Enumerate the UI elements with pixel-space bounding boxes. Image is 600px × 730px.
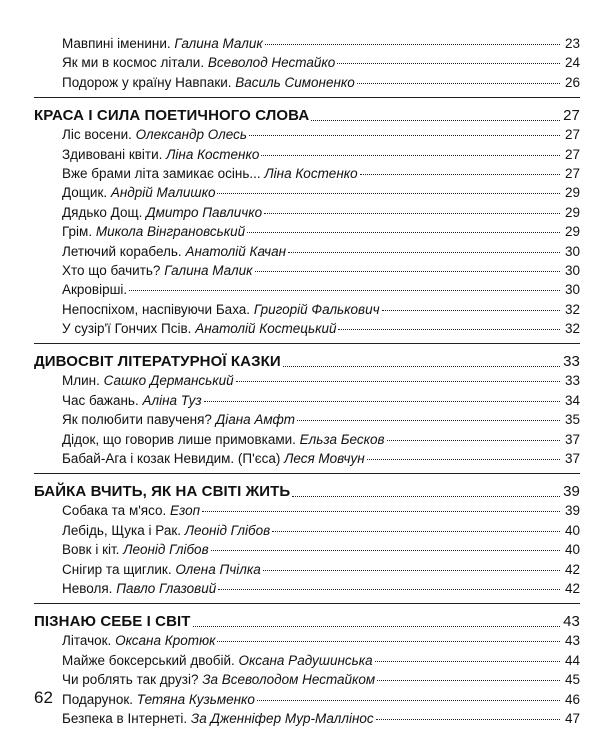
work-title: Майже боксерський двобій. xyxy=(62,652,239,668)
toc-title xyxy=(62,373,234,388)
toc-title xyxy=(62,393,202,408)
dot-leader xyxy=(247,232,560,233)
dot-leader xyxy=(265,44,560,45)
toc-page-number: 26 xyxy=(564,74,580,90)
toc-title xyxy=(62,205,262,220)
dot-leader xyxy=(311,120,560,121)
toc-title xyxy=(62,432,385,447)
toc-page-number: 29 xyxy=(564,224,580,240)
toc-title xyxy=(62,653,373,668)
toc-page-number: 39 xyxy=(563,483,580,501)
dot-leader xyxy=(255,271,560,272)
dot-leader xyxy=(375,661,560,662)
author-name: Тетяна Кузьменко xyxy=(136,691,255,707)
author-name: Василь Симоненко xyxy=(235,74,355,90)
toc-page-number: 33 xyxy=(563,353,580,371)
dot-leader xyxy=(292,496,560,497)
toc-entry xyxy=(34,393,580,412)
toc-page-number: 27 xyxy=(563,107,580,125)
dot-leader xyxy=(357,83,560,84)
toc-page-number: 29 xyxy=(564,185,580,201)
toc-page-number: 44 xyxy=(564,652,580,668)
toc-page-number: 23 xyxy=(564,36,580,51)
dot-leader xyxy=(360,174,560,175)
toc-page-number: 43 xyxy=(564,633,580,649)
dot-leader xyxy=(272,531,560,532)
toc-title xyxy=(62,36,263,51)
toc-entry xyxy=(34,711,580,730)
toc-title xyxy=(62,147,259,162)
toc-entry xyxy=(34,185,580,204)
author-name: Олександр Олесь xyxy=(135,127,247,143)
work-title: Дядько Дощ. xyxy=(62,204,147,220)
toc-entry xyxy=(34,147,580,166)
author-name: Ельза Бесков xyxy=(299,431,385,447)
author-name: Леся Мовчун xyxy=(284,451,365,467)
toc-page-number: 29 xyxy=(564,204,580,220)
dot-leader xyxy=(382,310,560,311)
toc-title xyxy=(62,282,127,297)
dot-leader xyxy=(283,366,560,367)
toc-page-number: 42 xyxy=(564,561,580,577)
toc-page-number: 43 xyxy=(563,613,580,631)
work-title: Хто що бачить? xyxy=(62,262,165,278)
toc-entry xyxy=(34,692,580,711)
work-title: Подорож у країну Навпаки. xyxy=(62,74,236,90)
dot-leader xyxy=(377,680,560,681)
toc-title xyxy=(62,263,253,278)
toc-title xyxy=(62,672,375,687)
toc-title xyxy=(62,224,245,239)
author-name: Сашко Дерманський xyxy=(103,373,234,389)
work-title: Вже брами літа замикає осінь... xyxy=(62,165,265,181)
dot-leader xyxy=(249,135,560,136)
dot-leader xyxy=(211,550,560,551)
author-name: Всеволод Нестайко xyxy=(207,55,336,71)
toc-page-number: 37 xyxy=(564,451,580,467)
work-title: Чи роблять так друзі? xyxy=(62,672,203,688)
author-name: Григорій Фалькович xyxy=(253,301,380,317)
toc-page-number: 30 xyxy=(564,282,580,298)
author-name: Олена Пчілка xyxy=(175,561,261,577)
dot-leader xyxy=(337,63,560,64)
work-title: У сузір'ї Гончих Псів. xyxy=(62,321,196,337)
toc-title xyxy=(62,542,209,557)
toc-page-number: 39 xyxy=(564,503,580,519)
author-name: Леонід Глібов xyxy=(123,542,209,558)
author-name: Аліна Туз xyxy=(142,392,202,408)
toc-title xyxy=(62,75,355,90)
dot-leader xyxy=(297,420,560,421)
toc-title xyxy=(62,633,215,648)
toc-title xyxy=(62,412,295,427)
author-name: Ліна Костенко xyxy=(166,146,260,162)
work-title: Акровірші. xyxy=(62,282,128,298)
author-name: За Дженніфер Мур-Маллінос xyxy=(190,710,374,726)
author-name: Анатолій Костецький xyxy=(195,321,337,337)
author-name: Микола Вінграновський xyxy=(95,224,246,240)
work-title: Час бажань. xyxy=(62,392,143,408)
work-title: Бабай-Ага і козак Невидим. (П'єса) xyxy=(62,451,285,467)
toc-page-number: 35 xyxy=(564,412,580,428)
work-title: Неволя. xyxy=(62,580,117,596)
toc-title xyxy=(62,302,380,317)
toc-section xyxy=(34,474,580,503)
toc-title xyxy=(62,503,200,518)
toc-page-number: 34 xyxy=(564,392,580,408)
dot-leader xyxy=(129,290,560,291)
work-title: Дідок, що говорив лише примовками. xyxy=(62,431,300,447)
toc-title xyxy=(62,321,336,336)
toc-title xyxy=(34,613,191,630)
author-name: Леонід Глібов xyxy=(184,522,271,538)
author-name: Ліна Костенко xyxy=(264,165,358,181)
work-title: Непоспіхом, наспівуючи Баха. xyxy=(62,301,254,317)
work-title: Здивовані квіти. xyxy=(62,146,167,162)
section-title: ДИВОСВІТ ЛІТЕРАТУРНОЇ КАЗКИ xyxy=(34,353,281,371)
section-title: ПІЗНАЮ СЕБЕ І СВІТ xyxy=(34,613,191,631)
toc-title xyxy=(62,127,247,142)
work-title: Летючий корабель. xyxy=(62,243,186,259)
toc-title xyxy=(62,581,216,596)
toc-entry xyxy=(34,373,580,392)
toc-page-number: 27 xyxy=(564,146,580,162)
toc-page-number: 33 xyxy=(564,373,580,389)
toc-title xyxy=(34,353,281,370)
toc-title xyxy=(34,483,290,500)
dot-leader xyxy=(387,440,560,441)
toc-page-number: 24 xyxy=(564,55,580,71)
work-title: Мавпині іменини. xyxy=(62,36,175,51)
dot-leader xyxy=(202,511,560,512)
section-title: БАЙКА ВЧИТЬ, ЯК НА СВІТІ ЖИТЬ xyxy=(34,483,291,501)
author-name: Галина Малик xyxy=(164,262,253,278)
toc-title xyxy=(62,185,215,200)
toc-page-number: 32 xyxy=(564,301,580,317)
toc-title xyxy=(62,55,335,70)
work-title: Як ми в космос літали. xyxy=(62,55,208,71)
toc-title xyxy=(62,244,286,259)
toc-page-number: 27 xyxy=(564,165,580,181)
toc-entry xyxy=(34,166,580,185)
toc-entry xyxy=(34,55,580,74)
page-number: 62 xyxy=(34,688,53,707)
dot-leader xyxy=(263,570,560,571)
toc-entry xyxy=(34,451,580,470)
work-title: Вовк і кіт. xyxy=(62,542,124,558)
dot-leader xyxy=(264,213,560,214)
toc-page-number: 40 xyxy=(564,522,580,538)
toc-entry xyxy=(34,581,580,600)
toc-entry xyxy=(34,653,580,672)
toc-entry xyxy=(34,432,580,451)
author-name: Андрій Малишко xyxy=(110,185,216,201)
toc-entry xyxy=(34,672,580,691)
toc-page-number: 42 xyxy=(564,580,580,596)
author-name: Оксана Радушинська xyxy=(238,652,373,668)
author-name: Дмитро Павличко xyxy=(146,204,263,220)
author-name: Павло Глазовий xyxy=(116,580,217,596)
dot-leader xyxy=(338,329,560,330)
toc-title xyxy=(62,523,270,538)
author-name: Галина Малик xyxy=(174,36,263,51)
dot-leader xyxy=(217,193,560,194)
work-title: Млин. xyxy=(62,373,104,389)
author-name: Анатолій Качан xyxy=(185,243,287,259)
toc-entry xyxy=(34,302,580,321)
toc-page-number: 45 xyxy=(564,672,580,688)
toc-entry xyxy=(34,244,580,263)
work-title: Лебідь, Щука і Рак. xyxy=(62,522,185,538)
table-of-contents xyxy=(34,36,580,730)
work-title: Дощик. xyxy=(62,185,111,201)
dot-leader xyxy=(376,719,560,720)
toc-section xyxy=(34,344,580,373)
toc-entry xyxy=(34,633,580,652)
toc-title xyxy=(62,692,255,707)
toc-page-number: 40 xyxy=(564,542,580,558)
section-title: КРАСА І СИЛА ПОЕТИЧНОГО СЛОВА xyxy=(34,107,310,125)
dot-leader xyxy=(367,459,560,460)
toc-title xyxy=(34,107,309,124)
work-title: Безпека в Інтернеті. xyxy=(62,710,191,726)
toc-entry xyxy=(34,503,580,522)
toc-page-number: 32 xyxy=(564,321,580,337)
dot-leader xyxy=(288,252,560,253)
toc-page-number: 30 xyxy=(564,243,580,259)
toc-entry xyxy=(34,205,580,224)
toc-entry xyxy=(34,224,580,243)
work-title: Собака та м'ясо. xyxy=(62,503,171,519)
dot-leader xyxy=(257,700,560,701)
toc-title xyxy=(62,562,261,577)
toc-entry xyxy=(34,562,580,581)
dot-leader xyxy=(218,589,560,590)
dot-leader xyxy=(204,401,560,402)
author-name: Оксана Кротюк xyxy=(115,633,216,649)
dot-leader xyxy=(236,381,560,382)
toc-title xyxy=(62,451,365,466)
work-title: Ліс восени. xyxy=(62,127,136,143)
work-title: Як полюбити павученя? xyxy=(62,412,216,428)
toc-entry xyxy=(34,75,580,94)
toc-section xyxy=(34,98,580,127)
toc-page-number: 37 xyxy=(564,431,580,447)
dot-leader xyxy=(217,641,560,642)
toc-entry xyxy=(34,321,580,340)
dot-leader xyxy=(261,155,560,156)
toc-page-number: 47 xyxy=(564,710,580,726)
toc-entry xyxy=(34,412,580,431)
work-title: Подарунок. xyxy=(62,691,137,707)
toc-title xyxy=(62,166,358,181)
toc-entry xyxy=(34,36,580,55)
toc-page-number: 46 xyxy=(564,691,580,707)
toc-entry xyxy=(34,282,580,301)
toc-section xyxy=(34,604,580,633)
toc-page-number: 30 xyxy=(564,262,580,278)
work-title: Грім. xyxy=(62,224,96,240)
author-name: Діана Амфт xyxy=(215,412,296,428)
work-title: Снігир та щиглик. xyxy=(62,561,176,577)
toc-entry xyxy=(34,263,580,282)
author-name: Езоп xyxy=(170,503,201,519)
dot-leader xyxy=(193,626,560,627)
toc-entry xyxy=(34,127,580,146)
work-title: Літачок. xyxy=(62,633,116,649)
toc-entry xyxy=(34,542,580,561)
toc-page-number: 27 xyxy=(564,127,580,143)
author-name: За Всеволодом Нестайком xyxy=(202,672,376,688)
toc-entry xyxy=(34,523,580,542)
